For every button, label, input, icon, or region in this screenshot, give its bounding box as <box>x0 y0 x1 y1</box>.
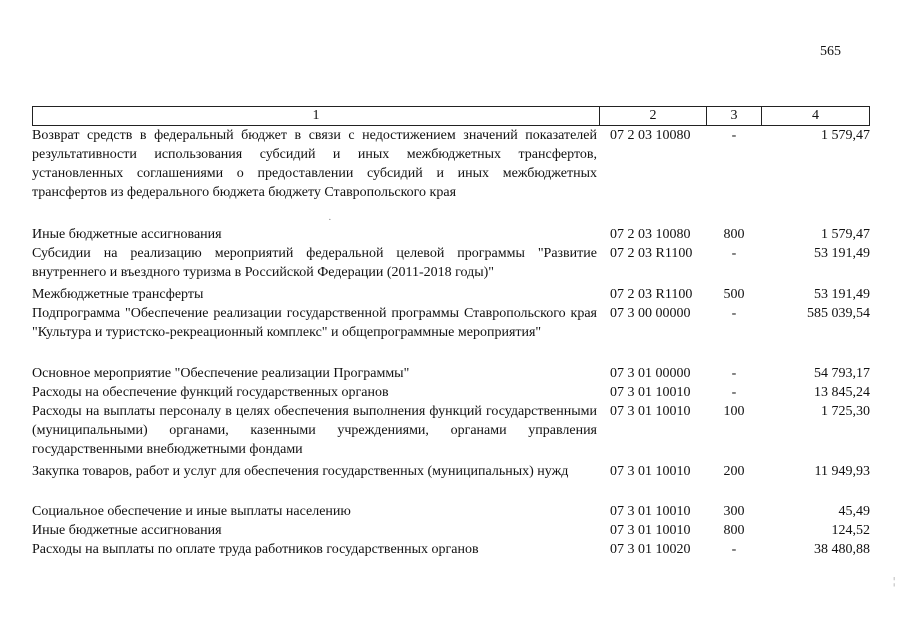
row-amount: 13 845,24 <box>814 385 870 400</box>
row-name: Расходы на выплаты по оплате труда работников государственных органов <box>32 542 479 557</box>
row-name: Иные бюджетные ассигнования <box>32 523 222 538</box>
table-row <box>32 126 870 221</box>
header-col-4: 4 <box>812 108 819 123</box>
row-amount: 1 579,47 <box>821 128 870 143</box>
header-col-3: 3 <box>707 107 762 125</box>
row-code: 07 3 01 10020 <box>610 542 691 557</box>
page-number: 565 <box>820 44 841 59</box>
row-amount: 1 725,30 <box>821 404 870 419</box>
row-type: - <box>731 128 737 143</box>
row-type: - <box>731 246 737 261</box>
row-type: 500 <box>723 287 745 302</box>
row-amount: 54 793,17 <box>814 366 870 381</box>
row-amount: 124,52 <box>831 523 870 538</box>
table-row <box>32 244 870 282</box>
scan-mark: · <box>328 214 332 226</box>
row-name: Возврат средств в федеральный бюджет в связи с недостижением значений показателей результативности использования субсидий и иных межбюджетных трансфертов, установленных соглашениями о предоставлении субсидий и иных межбюджетных трансфертов из федерального бюджета бюджету Ставропольского края <box>32 128 597 200</box>
row-type: - <box>731 306 737 321</box>
row-type: 100 <box>723 404 745 419</box>
table-row <box>32 285 870 304</box>
row-code: 07 2 03 10080 <box>610 227 691 242</box>
row-code: 07 3 01 10010 <box>610 385 691 400</box>
row-amount: 45,49 <box>838 504 870 519</box>
row-code: 07 3 01 10010 <box>610 504 691 519</box>
table-row <box>32 364 870 383</box>
scan-mark: ¦ <box>893 575 896 587</box>
table-row <box>32 383 870 402</box>
row-type: - <box>731 366 737 381</box>
table-row <box>32 521 870 540</box>
row-code: 07 3 01 00000 <box>610 366 691 381</box>
row-code: 07 3 01 10010 <box>610 464 691 479</box>
row-name: Основное мероприятие "Обеспечение реализации Программы" <box>32 366 410 381</box>
table-row <box>32 462 870 500</box>
row-code: 07 2 03 10080 <box>610 128 691 143</box>
row-type: - <box>731 385 737 400</box>
header-col-1: 1 <box>33 107 600 125</box>
row-code: 07 2 03 R1100 <box>610 287 693 302</box>
table-row <box>32 225 870 244</box>
row-name: Расходы на обеспечение функций государственных органов <box>32 385 389 400</box>
row-code: 07 2 03 R1100 <box>610 246 693 261</box>
row-amount: 11 949,93 <box>814 464 870 479</box>
row-code: 07 3 01 10010 <box>610 523 691 538</box>
row-name: Социальное обеспечение и иные выплаты населению <box>32 504 351 519</box>
row-amount: 38 480,88 <box>814 542 870 557</box>
row-type: 300 <box>723 504 745 519</box>
table-row <box>32 402 870 459</box>
row-amount: 1 579,47 <box>821 227 870 242</box>
row-amount: 53 191,49 <box>814 287 870 302</box>
row-name: Межбюджетные трансферты <box>32 287 204 302</box>
row-name: Расходы на выплаты персоналу в целях обеспечения выполнения функций государственными (муниципальными) органами, казенными учреждениями, органами управления государственными внебюджетными фондами <box>32 404 597 457</box>
table-row <box>32 304 870 361</box>
row-type: 800 <box>723 227 745 242</box>
row-name: Подпрограмма "Обеспечение реализации государственной программы Ставропольского края "Культура и туристско-рекреационный комплекс" и общепрограммные мероприятия" <box>32 306 597 340</box>
row-name: Закупка товаров, работ и услуг для обеспечения государственных (муниципальных) нужд <box>32 464 569 479</box>
row-amount: 53 191,49 <box>814 246 870 261</box>
row-name: Субсидии на реализацию мероприятий федеральной целевой программы "Развитие внутреннего и въездного туризма в Российской Федерации (2011-2018 годы)" <box>32 246 597 280</box>
table-row <box>32 502 870 521</box>
header-col-2: 2 <box>600 107 707 125</box>
row-type: 200 <box>723 464 745 479</box>
row-type: - <box>731 542 737 557</box>
row-amount: 585 039,54 <box>807 306 870 321</box>
row-code: 07 3 00 00000 <box>610 306 691 321</box>
table-header <box>32 106 870 126</box>
row-name: Иные бюджетные ассигнования <box>32 227 222 242</box>
table-row <box>32 540 870 559</box>
row-code: 07 3 01 10010 <box>610 404 691 419</box>
row-type: 800 <box>723 523 745 538</box>
